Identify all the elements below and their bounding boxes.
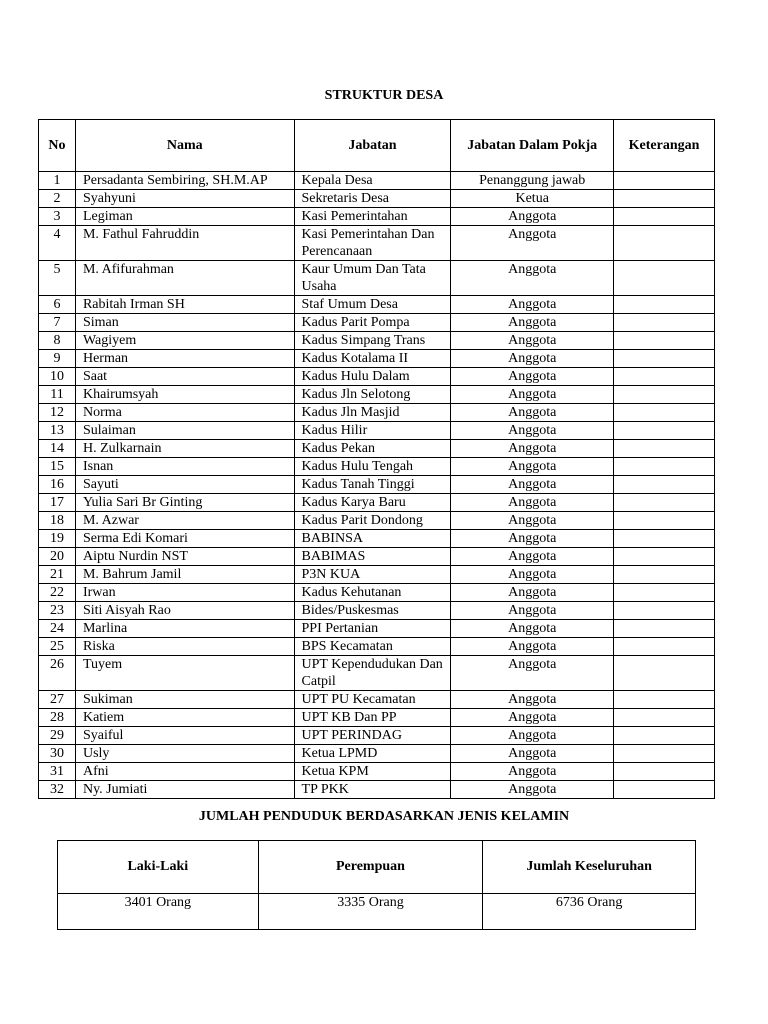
cell-jabatan-pokja: Anggota <box>451 620 614 638</box>
cell-nama: Wagiyem <box>75 332 294 350</box>
cell-jabatan: Kadus Tanah Tinggi <box>294 476 451 494</box>
table-row <box>39 727 715 745</box>
cell-nama: Irwan <box>75 584 294 602</box>
header-jabatan-pokja: Jabatan Dalam Pokja <box>451 120 614 172</box>
cell-no: 11 <box>39 386 76 404</box>
cell-keterangan <box>614 656 715 691</box>
cell-jabatan-pokja: Ketua <box>451 190 614 208</box>
population-title: JUMLAH PENDUDUK BERDASARKAN JENIS KELAMIN <box>198 809 570 824</box>
struktur-desa-table <box>38 119 715 799</box>
table-row <box>39 440 715 458</box>
table-row <box>39 296 715 314</box>
cell-no: 23 <box>39 602 76 620</box>
cell-keterangan <box>614 584 715 602</box>
cell-keterangan <box>614 745 715 763</box>
cell-keterangan <box>614 314 715 332</box>
cell-jabatan-pokja: Anggota <box>451 584 614 602</box>
cell-jabatan: BABIMAS <box>294 548 451 566</box>
table-row <box>39 638 715 656</box>
table-row <box>39 386 715 404</box>
cell-nama: Norma <box>75 404 294 422</box>
cell-keterangan <box>614 709 715 727</box>
table-row <box>39 190 715 208</box>
cell-keterangan <box>614 332 715 350</box>
cell-keterangan <box>614 727 715 745</box>
table-header-row <box>39 120 715 172</box>
cell-keterangan <box>614 512 715 530</box>
cell-no: 7 <box>39 314 76 332</box>
header-no: No <box>39 120 76 172</box>
cell-jabatan-pokja: Anggota <box>451 709 614 727</box>
cell-jabatan-pokja: Anggota <box>451 512 614 530</box>
cell-no: 29 <box>39 727 76 745</box>
cell-no: 14 <box>39 440 76 458</box>
cell-jabatan: Kadus Pekan <box>294 440 451 458</box>
table-row <box>39 620 715 638</box>
cell-nama: Riska <box>75 638 294 656</box>
cell-keterangan <box>614 386 715 404</box>
table-row <box>39 404 715 422</box>
cell-keterangan <box>614 691 715 709</box>
table-row <box>39 314 715 332</box>
cell-no: 12 <box>39 404 76 422</box>
cell-jabatan: BABINSA <box>294 530 451 548</box>
cell-nama: Siti Aisyah Rao <box>75 602 294 620</box>
cell-keterangan <box>614 763 715 781</box>
value-perempuan: 3335 Orang <box>258 894 483 930</box>
cell-jabatan-pokja: Anggota <box>451 656 614 691</box>
table-row <box>39 458 715 476</box>
cell-no: 4 <box>39 226 76 261</box>
cell-jabatan-pokja: Anggota <box>451 458 614 476</box>
table-row <box>39 602 715 620</box>
cell-jabatan-pokja: Anggota <box>451 440 614 458</box>
cell-keterangan <box>614 208 715 226</box>
cell-jabatan-pokja: Anggota <box>451 476 614 494</box>
cell-nama: Afni <box>75 763 294 781</box>
table-row <box>39 763 715 781</box>
cell-keterangan <box>614 566 715 584</box>
cell-jabatan-pokja: Anggota <box>451 368 614 386</box>
table-row <box>39 172 715 190</box>
cell-keterangan <box>614 638 715 656</box>
cell-keterangan <box>614 530 715 548</box>
table-row <box>39 261 715 296</box>
cell-jabatan: UPT PERINDAG <box>294 727 451 745</box>
cell-no: 17 <box>39 494 76 512</box>
cell-no: 8 <box>39 332 76 350</box>
cell-keterangan <box>614 781 715 799</box>
cell-jabatan: BPS Kecamatan <box>294 638 451 656</box>
cell-jabatan: Kasi Pemerintahan <box>294 208 451 226</box>
cell-no: 21 <box>39 566 76 584</box>
cell-nama: Yulia Sari Br Ginting <box>75 494 294 512</box>
cell-jabatan-pokja: Anggota <box>451 350 614 368</box>
cell-nama: Marlina <box>75 620 294 638</box>
cell-jabatan-pokja: Anggota <box>451 745 614 763</box>
cell-keterangan <box>614 476 715 494</box>
table-row <box>39 548 715 566</box>
cell-jabatan-pokja: Anggota <box>451 494 614 512</box>
cell-jabatan: Sekretaris Desa <box>294 190 451 208</box>
cell-keterangan <box>614 620 715 638</box>
cell-no: 3 <box>39 208 76 226</box>
cell-jabatan: Kadus Kehutanan <box>294 584 451 602</box>
cell-nama: Khairumsyah <box>75 386 294 404</box>
cell-no: 20 <box>39 548 76 566</box>
cell-jabatan: Kepala Desa <box>294 172 451 190</box>
table-row <box>39 691 715 709</box>
cell-nama: M. Azwar <box>75 512 294 530</box>
table-row <box>39 656 715 691</box>
table-row <box>39 368 715 386</box>
table-row <box>39 709 715 727</box>
cell-jabatan: Kasi Pemerintahan Dan Perencanaan <box>294 226 451 261</box>
table-row <box>39 350 715 368</box>
cell-no: 5 <box>39 261 76 296</box>
cell-jabatan: Kadus Hilir <box>294 422 451 440</box>
cell-jabatan-pokja: Anggota <box>451 566 614 584</box>
cell-nama: M. Fathul Fahruddin <box>75 226 294 261</box>
value-laki-laki: 3401 Orang <box>58 894 259 930</box>
cell-jabatan-pokja: Anggota <box>451 422 614 440</box>
population-values-row <box>58 894 696 930</box>
cell-jabatan-pokja: Anggota <box>451 332 614 350</box>
cell-nama: Katiem <box>75 709 294 727</box>
cell-nama: Syaiful <box>75 727 294 745</box>
cell-nama: M. Afifurahman <box>75 261 294 296</box>
table-row <box>39 476 715 494</box>
cell-no: 18 <box>39 512 76 530</box>
cell-jabatan: Kaur Umum Dan Tata Usaha <box>294 261 451 296</box>
cell-no: 27 <box>39 691 76 709</box>
table-row <box>39 530 715 548</box>
cell-jabatan-pokja: Anggota <box>451 638 614 656</box>
cell-jabatan-pokja: Anggota <box>451 296 614 314</box>
cell-no: 10 <box>39 368 76 386</box>
table-row <box>39 208 715 226</box>
table-row <box>39 745 715 763</box>
cell-keterangan <box>614 602 715 620</box>
cell-jabatan: Kadus Kotalama II <box>294 350 451 368</box>
cell-jabatan: UPT Kependudukan Dan Catpil <box>294 656 451 691</box>
cell-jabatan-pokja: Anggota <box>451 727 614 745</box>
cell-keterangan <box>614 226 715 261</box>
cell-jabatan: Bides/Puskesmas <box>294 602 451 620</box>
cell-nama: Saat <box>75 368 294 386</box>
cell-no: 28 <box>39 709 76 727</box>
cell-nama: Isnan <box>75 458 294 476</box>
cell-jabatan: PPI Pertanian <box>294 620 451 638</box>
cell-jabatan-pokja: Anggota <box>451 602 614 620</box>
cell-jabatan: Ketua LPMD <box>294 745 451 763</box>
cell-nama: Aiptu Nurdin NST <box>75 548 294 566</box>
cell-jabatan: TP PKK <box>294 781 451 799</box>
cell-jabatan: UPT KB Dan PP <box>294 709 451 727</box>
cell-keterangan <box>614 190 715 208</box>
cell-jabatan-pokja: Anggota <box>451 548 614 566</box>
cell-no: 31 <box>39 763 76 781</box>
header-jumlah-keseluruhan: Jumlah Keseluruhan <box>483 841 696 894</box>
cell-no: 1 <box>39 172 76 190</box>
cell-no: 2 <box>39 190 76 208</box>
cell-jabatan: UPT PU Kecamatan <box>294 691 451 709</box>
cell-jabatan-pokja: Anggota <box>451 208 614 226</box>
cell-keterangan <box>614 494 715 512</box>
cell-jabatan: Kadus Jln Masjid <box>294 404 451 422</box>
cell-no: 19 <box>39 530 76 548</box>
table-row <box>39 332 715 350</box>
cell-no: 13 <box>39 422 76 440</box>
cell-no: 25 <box>39 638 76 656</box>
cell-nama: M. Bahrum Jamil <box>75 566 294 584</box>
page-title: STRUKTUR DESA <box>324 88 444 103</box>
cell-nama: Sayuti <box>75 476 294 494</box>
table-row <box>39 422 715 440</box>
cell-jabatan-pokja: Anggota <box>451 386 614 404</box>
cell-keterangan <box>614 440 715 458</box>
cell-no: 26 <box>39 656 76 691</box>
cell-nama: Sukiman <box>75 691 294 709</box>
cell-keterangan <box>614 422 715 440</box>
cell-nama: H. Zulkarnain <box>75 440 294 458</box>
population-header-row <box>58 841 696 894</box>
cell-jabatan-pokja: Anggota <box>451 781 614 799</box>
cell-keterangan <box>614 548 715 566</box>
cell-jabatan-pokja: Anggota <box>451 314 614 332</box>
cell-nama: Ny. Jumiati <box>75 781 294 799</box>
header-nama: Nama <box>75 120 294 172</box>
cell-keterangan <box>614 172 715 190</box>
table-row <box>39 512 715 530</box>
cell-jabatan-pokja: Anggota <box>451 226 614 261</box>
cell-keterangan <box>614 261 715 296</box>
cell-nama: Legiman <box>75 208 294 226</box>
cell-jabatan-pokja: Anggota <box>451 763 614 781</box>
cell-jabatan: Kadus Parit Pompa <box>294 314 451 332</box>
table-row <box>39 584 715 602</box>
cell-nama: Sulaiman <box>75 422 294 440</box>
cell-keterangan <box>614 458 715 476</box>
cell-jabatan: Staf Umum Desa <box>294 296 451 314</box>
cell-no: 22 <box>39 584 76 602</box>
value-jumlah-keseluruhan: 6736 Orang <box>483 894 696 930</box>
cell-jabatan: Kadus Karya Baru <box>294 494 451 512</box>
cell-jabatan: Kadus Simpang Trans <box>294 332 451 350</box>
cell-nama: Rabitah Irman SH <box>75 296 294 314</box>
header-perempuan: Perempuan <box>258 841 483 894</box>
header-keterangan: Keterangan <box>614 120 715 172</box>
cell-jabatan-pokja: Penanggung jawab <box>451 172 614 190</box>
cell-keterangan <box>614 368 715 386</box>
header-laki-laki: Laki-Laki <box>58 841 259 894</box>
cell-no: 30 <box>39 745 76 763</box>
cell-no: 24 <box>39 620 76 638</box>
population-table <box>57 840 696 930</box>
cell-keterangan <box>614 350 715 368</box>
header-jabatan: Jabatan <box>294 120 451 172</box>
cell-jabatan: Kadus Parit Dondong <box>294 512 451 530</box>
cell-no: 6 <box>39 296 76 314</box>
cell-nama: Usly <box>75 745 294 763</box>
cell-nama: Serma Edi Komari <box>75 530 294 548</box>
cell-jabatan-pokja: Anggota <box>451 404 614 422</box>
cell-no: 9 <box>39 350 76 368</box>
cell-keterangan <box>614 296 715 314</box>
cell-nama: Persadanta Sembiring, SH.M.AP <box>75 172 294 190</box>
cell-nama: Siman <box>75 314 294 332</box>
cell-jabatan: Kadus Hulu Dalam <box>294 368 451 386</box>
cell-jabatan: Kadus Hulu Tengah <box>294 458 451 476</box>
cell-no: 16 <box>39 476 76 494</box>
cell-nama: Tuyem <box>75 656 294 691</box>
cell-jabatan: Kadus Jln Selotong <box>294 386 451 404</box>
table-row <box>39 781 715 799</box>
cell-jabatan-pokja: Anggota <box>451 530 614 548</box>
cell-nama: Herman <box>75 350 294 368</box>
table-row <box>39 494 715 512</box>
cell-jabatan: P3N KUA <box>294 566 451 584</box>
table-row <box>39 566 715 584</box>
cell-no: 32 <box>39 781 76 799</box>
cell-no: 15 <box>39 458 76 476</box>
cell-jabatan: Ketua KPM <box>294 763 451 781</box>
cell-nama: Syahyuni <box>75 190 294 208</box>
cell-jabatan-pokja: Anggota <box>451 691 614 709</box>
table-row <box>39 226 715 261</box>
cell-jabatan-pokja: Anggota <box>451 261 614 296</box>
cell-keterangan <box>614 404 715 422</box>
